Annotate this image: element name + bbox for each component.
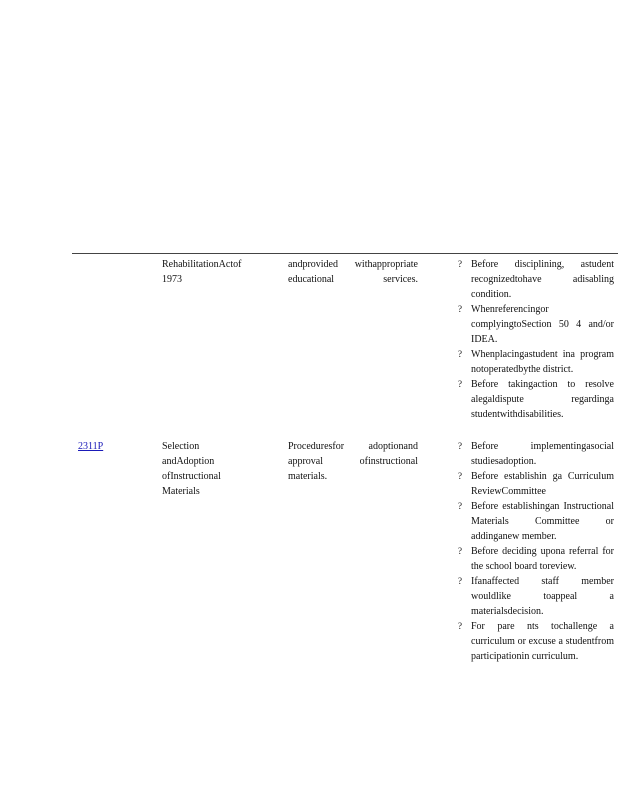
list-item <box>458 439 614 469</box>
list-item-text: Whenreferencingor complyingtoSection 50 4 and/or IDEA. <box>471 304 614 345</box>
list-item-text: Before establishingan Instructional Materials Committee or addinganew member. <box>471 501 614 542</box>
bullet-marker: ? <box>458 546 462 556</box>
policy-description: andprovided withappropriate educational services. <box>288 259 418 285</box>
bullet-marker: ? <box>458 259 462 269</box>
list-item <box>458 469 614 499</box>
list-item <box>458 302 614 347</box>
bullet-marker: ? <box>458 441 462 451</box>
policy-code-link[interactable]: 2311P <box>78 441 104 452</box>
bullet-marker: ? <box>458 576 462 586</box>
list-item-text: Before deciding upona referral for the school board toreview. <box>471 546 614 572</box>
list-item-text: For pare nts tochallenge a curriculum or excuse a studentfrom participationin curriculum. <box>471 621 614 662</box>
list-item-text: Ifanaffected staff member wouldlike toappeal a materialsdecision. <box>471 576 614 617</box>
bullet-marker: ? <box>458 501 462 511</box>
table-top-rule <box>72 253 618 254</box>
policy-code-cell <box>78 439 148 454</box>
list-item-text: Before takingaction to resolve alegaldispute regardinga studentwithdisabilities. <box>471 379 614 420</box>
list-item <box>458 499 614 544</box>
bullet-marker: ? <box>458 304 462 314</box>
list-item-text: Whenplacingastudent ina program notoperatedbythe district. <box>471 349 614 375</box>
list-item <box>458 574 614 619</box>
bullet-marker: ? <box>458 621 462 631</box>
list-item <box>458 257 614 302</box>
when-to-use-list <box>458 439 614 664</box>
policy-description: Proceduresfor adoptionand approval ofinstructional materials. <box>288 441 418 482</box>
bullet-marker: ? <box>458 349 462 359</box>
policy-title-text: RehabilitationActof 1973 <box>162 259 242 285</box>
bullet-marker: ? <box>458 379 462 389</box>
list-item-text: Before disciplining, astudent recognizedtohave adisabling condition. <box>471 259 614 300</box>
list-item-text: Before implementingasocial studiesadoption. <box>471 441 614 467</box>
list-item <box>458 377 614 422</box>
policy-title <box>162 439 272 499</box>
bullet-marker: ? <box>458 471 462 481</box>
list-item-text: Before establishin ga Curriculum ReviewCommittee <box>471 471 614 497</box>
list-item <box>458 347 614 377</box>
when-to-use-list <box>458 257 614 422</box>
list-item <box>458 619 614 664</box>
list-item <box>458 544 614 574</box>
policy-title <box>162 257 272 287</box>
policy-title-text: Selection andAdoption ofInstructional Materials <box>162 441 221 497</box>
